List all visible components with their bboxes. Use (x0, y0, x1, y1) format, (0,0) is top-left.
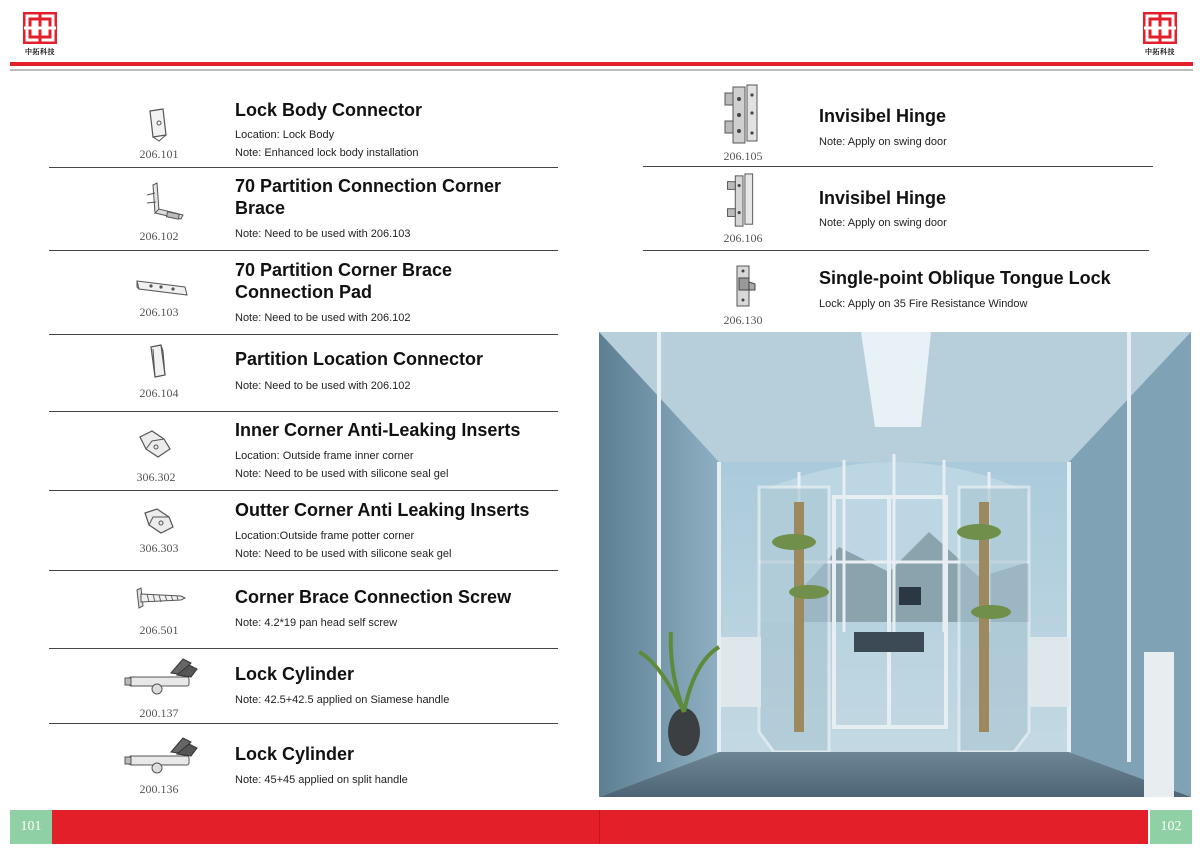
product-item (100, 419, 560, 489)
product-note: Note: Need to be used with 206.102 (235, 312, 411, 324)
product-code: 206.101 (139, 147, 179, 161)
product-item (687, 172, 1157, 246)
office-interior-image (599, 332, 1191, 797)
brand-logo-text: 中拓科技 (1145, 49, 1175, 56)
product-note: Note: 42.5+42.5 applied on Siamese handle (235, 694, 450, 706)
product-code: 206.130 (723, 313, 763, 327)
product-item (103, 732, 563, 802)
product-title: Outter Corner Anti Leaking Inserts (235, 500, 530, 520)
row-divider (49, 167, 558, 168)
product-title: Lock Cylinder (235, 744, 355, 764)
product-code: 306.303 (139, 541, 179, 555)
page-fold-line (599, 810, 600, 844)
product-code: 206.105 (723, 149, 763, 163)
product-item (103, 653, 563, 723)
brand-logo-left (23, 12, 57, 58)
product-note: Note: Need to be used with 206.103 (235, 228, 411, 240)
product-note: Location:Outside frame potter corner (235, 530, 415, 542)
product-item (103, 584, 563, 644)
product-code: 206.102 (139, 229, 179, 243)
row-divider (49, 570, 558, 571)
product-note: Note: Enhanced lock body installation (235, 147, 419, 159)
product-item (687, 262, 1157, 328)
footer-red-bar (52, 810, 1148, 844)
product-note: Note: Need to be used with 206.102 (235, 380, 411, 392)
product-code: 306.302 (136, 470, 176, 484)
header-grey-rule (10, 69, 1193, 71)
product-item (103, 97, 563, 167)
row-divider (643, 250, 1149, 251)
product-item (103, 259, 563, 329)
product-title: Corner Brace Connection Screw (235, 587, 512, 607)
row-divider (49, 648, 558, 649)
product-note: Note: 45+45 applied on split handle (235, 774, 408, 786)
row-divider (49, 334, 558, 335)
product-note: Note: 4.2*19 pan head self screw (235, 617, 398, 629)
brand-logo-right (1143, 12, 1177, 58)
lock-cylinder-icon (103, 653, 215, 713)
product-item (687, 82, 1157, 164)
product-title: Lock Body Connector (235, 100, 423, 120)
product-title: 70 Partition Corner Brace Connection Pad (235, 260, 453, 302)
product-code: 200.136 (139, 782, 179, 796)
brand-logo-text: 中拓科技 (25, 49, 55, 56)
product-note: Note: Apply on swing door (819, 217, 947, 229)
row-divider (49, 723, 558, 724)
product-code: 206.104 (139, 386, 179, 400)
product-item (103, 341, 563, 411)
product-note: Note: Need to be used with silicone seal gel (235, 468, 449, 480)
product-note: Location: Lock Body (235, 129, 335, 141)
product-code: 206.106 (723, 231, 763, 245)
product-title: Single-point Oblique Tongue Lock (819, 268, 1111, 288)
product-code: 200.137 (139, 706, 179, 720)
row-divider (49, 411, 558, 412)
product-note: Lock: Apply on 35 Fire Resistance Window (819, 298, 1028, 310)
hinge-icon (687, 82, 799, 148)
page-number-left: 101 (10, 810, 52, 844)
product-title: 70 Partition Connection Corner Brace (235, 176, 502, 218)
page-number-right: 102 (1150, 810, 1192, 844)
product-code: 206.103 (139, 305, 179, 319)
product-title: Invisibel Hinge (819, 188, 947, 208)
product-title: Lock Cylinder (235, 664, 355, 684)
product-note: Location: Outside frame inner corner (235, 450, 414, 462)
row-divider (643, 166, 1153, 167)
product-code: 206.501 (139, 623, 179, 637)
product-note: Note: Need to be used with silicone seak gel (235, 548, 452, 560)
brand-logo-icon (23, 12, 57, 44)
brand-logo-icon (1143, 12, 1177, 44)
product-note: Note: Apply on swing door (819, 136, 947, 148)
product-title: Inner Corner Anti-Leaking Inserts (235, 420, 521, 440)
corner-brace-icon (103, 175, 215, 235)
glass-partition-photo (599, 332, 1191, 797)
header-red-rule (10, 62, 1193, 66)
product-title: Partition Location Connector (235, 349, 484, 369)
product-item (103, 175, 563, 245)
product-title: Invisibel Hinge (819, 106, 947, 126)
row-divider (49, 490, 558, 491)
product-item (103, 499, 563, 569)
row-divider (49, 250, 558, 251)
hinge-icon (687, 172, 799, 230)
